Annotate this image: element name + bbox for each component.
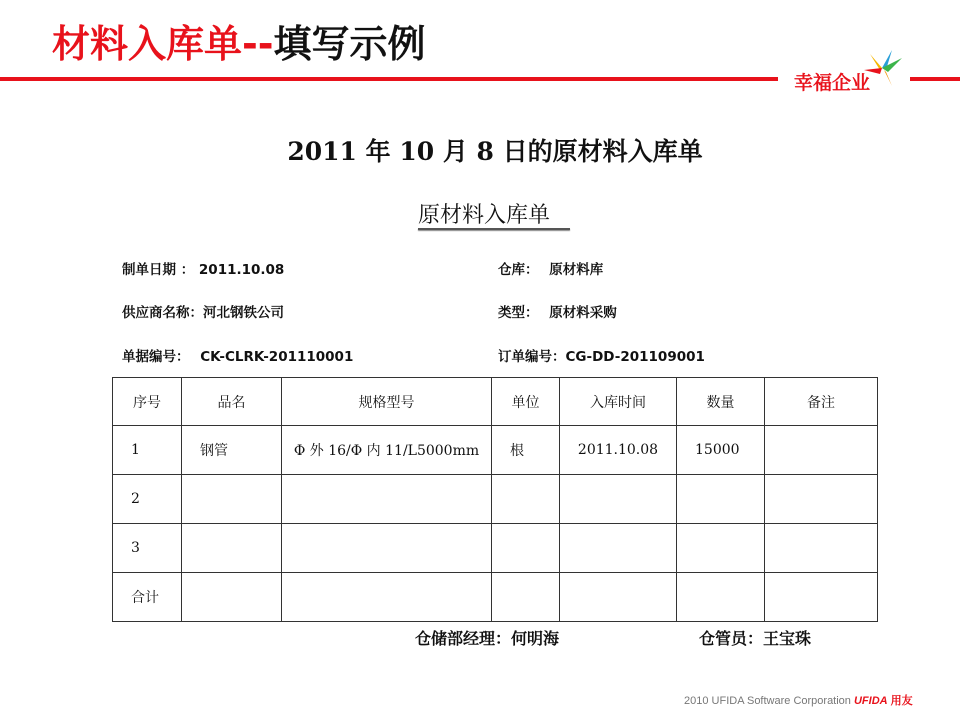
date-label: 制单日期 ： [122,262,195,278]
type-label: 类型： [498,305,539,321]
supplier-value: 河北钢铁公司 [203,305,284,321]
doc-number-field [122,345,353,365]
table-cell [560,524,677,573]
footer-logo-text: UFIDA [853,695,888,707]
table-cell [765,573,878,622]
footer-copyright: 2010 UFIDA Software Corporation [684,695,851,707]
header-rule-left [0,77,778,81]
table-cell [765,524,878,573]
order-number-field [498,345,705,365]
table-row [113,524,878,573]
table-cell: 2011.10.08 [560,426,677,475]
table-row [113,426,878,475]
table-cell [677,573,765,622]
warehouse-manager-signature: 仓储部经理：何明海 [415,629,560,648]
header-rule-right [910,77,960,81]
table-cell [182,524,282,573]
supplier-field [122,301,284,321]
warehouse-label: 仓库： [498,262,539,278]
header-cell: 规格型号 [282,378,492,426]
table-cell: 2 [113,475,182,524]
warehouse-keeper-signature: 仓管员：王宝珠 [699,629,812,648]
table-header-row [113,378,878,426]
doc-number-value: CK-CLRK-201110001 [200,349,354,365]
table-cell [560,475,677,524]
table-cell [182,475,282,524]
slide-title [52,18,426,70]
table-cell [182,573,282,622]
type-value: 原材料采购 [549,305,617,321]
header-cell: 数量 [677,378,765,426]
doc-number-label: 单据编号： [122,349,190,365]
table-cell [677,475,765,524]
table-cell [492,475,560,524]
date-value: 2011.10.08 [198,262,285,278]
form-title-underline [418,228,570,230]
date-field [122,258,284,278]
footer [684,692,913,708]
table-cell: Φ 外 16/Φ 内 11/L5000mm [282,426,492,475]
table-cell: 15000 [677,426,765,475]
footer-logo-cn: 用友 [890,695,913,707]
supplier-label: 供应商名称： [122,305,203,321]
header-cell: 品名 [182,378,282,426]
document-heading: 2011 年 10 月 8 日的原材料入库单 [287,137,703,166]
warehouse-value: 原材料库 [549,262,604,278]
order-number-value: CG-DD-201109001 [565,349,705,365]
header-cell: 序号 [113,378,182,426]
table-cell [765,475,878,524]
header-cell: 单位 [492,378,560,426]
table-cell [492,524,560,573]
table-cell [282,524,492,573]
table-cell [282,573,492,622]
table-cell [560,573,677,622]
table-cell [677,524,765,573]
header-cell: 入库时间 [560,378,677,426]
slide-title-black: 填写示例 [273,22,426,66]
table-cell [492,573,560,622]
table-cell: 1 [113,426,182,475]
table-cell: 根 [492,426,560,475]
table-total-row [113,573,878,622]
header-cell: 备注 [765,378,878,426]
slide-title-red: 材料入库单-- [52,22,274,66]
brand-logo-icon [862,44,904,88]
table-row [113,475,878,524]
brand-name: 幸福企业 [794,72,871,94]
form-title: 原材料入库单 [418,203,551,228]
type-field [498,301,617,321]
table-cell [765,426,878,475]
order-number-label: 订单编号： [498,349,566,365]
warehouse-field [498,258,603,278]
table-cell: 3 [113,524,182,573]
receipt-table [112,377,878,622]
table-cell: 合计 [113,573,182,622]
table-cell [282,475,492,524]
table-cell: 钢管 [182,426,282,475]
